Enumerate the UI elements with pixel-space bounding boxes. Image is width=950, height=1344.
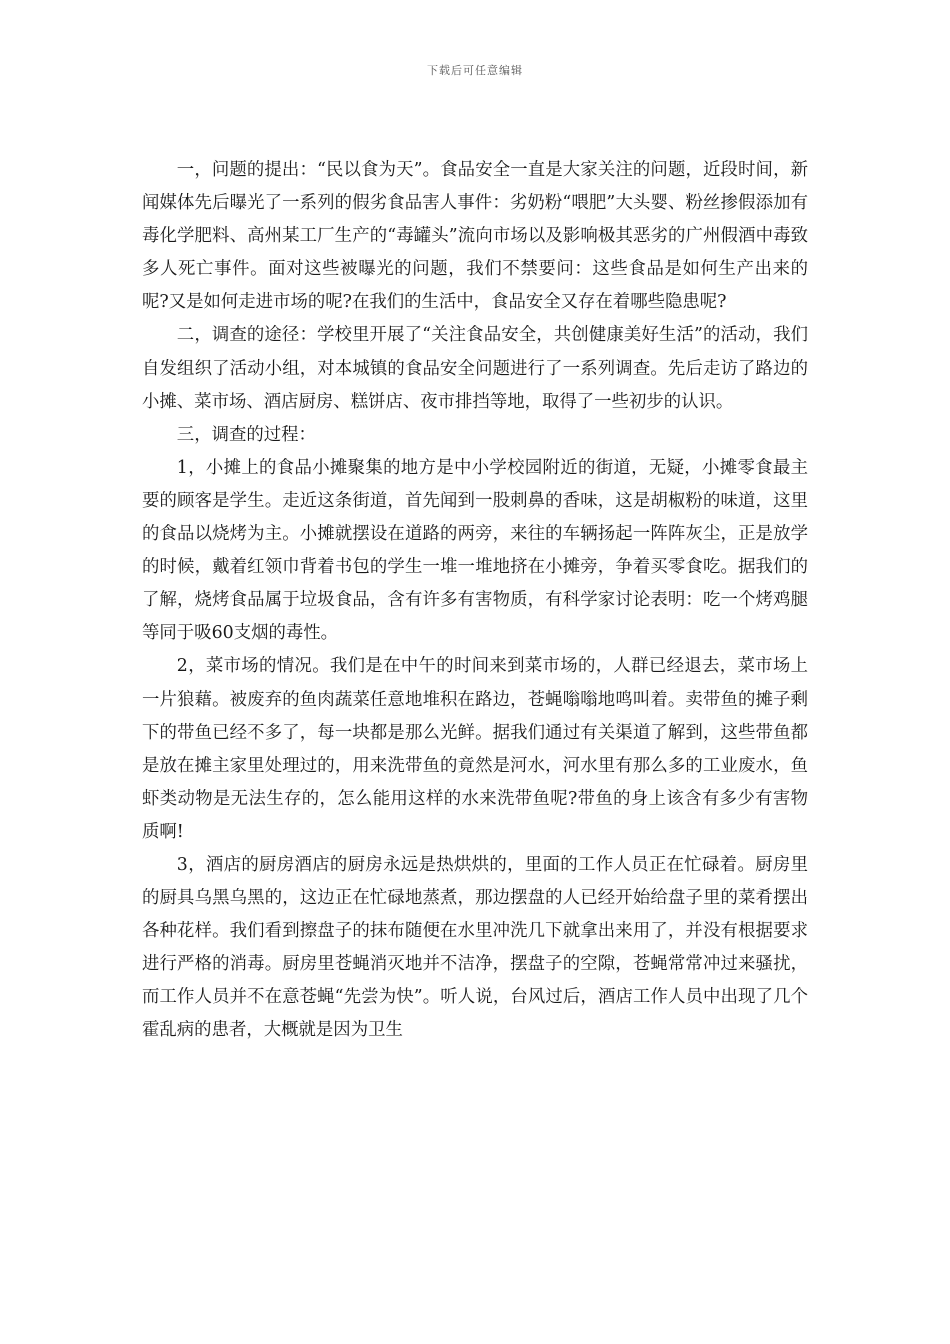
- page-header-note: 下载后可任意编辑: [427, 64, 523, 77]
- paragraph-street-stalls: 1，小摊上的食品小摊聚集的地方是中小学校园附近的街道，无疑，小摊零食最主要的顾客是学生。走近这条街道，首先闻到一股刺鼻的香味，这是胡椒粉的味道，这里的食品以烧烤为主。小摊就摆设在道路的两旁，来往的车辆扬起一阵阵灰尘，正是放学的时候，戴着红领巾背着书包的学生一堆一堆地挤在小摊旁，争着买零食吃。据我们的了解，烧烤食品属于垃圾食品，含有许多有害物质，有科学家讨论表明：吃一个烤鸡腿等同于吸60支烟的毒性。: [142, 457, 808, 644]
- paragraph-survey-process-heading: 三，调查的过程：: [176, 424, 316, 445]
- paragraph-problem-statement: 一，问题的提出：“民以食为天”。食品安全一直是大家关注的问题，近段时间，新闻媒体先后曝光了一系列的假劣食品害人事件：劣奶粉“喂肥”大头婴、粉丝掺假添加有毒化学肥料、高州某工厂生产的“毒罐头”流向市场以及影响极其恶劣的广州假酒中毒致多人死亡事件。面对这些被曝光的问题，我们不禁要问：这些食品是如何生产出来的呢?又是如何走进市场的呢?在我们的生活中，食品安全又存在着哪些隐患呢?: [142, 160, 808, 313]
- paragraph-hotel-kitchen: 3，酒店的厨房酒店的厨房永远是热烘烘的，里面的工作人员正在忙碌着。厨房里的厨具乌黑乌黑的，这边正在忙碌地蒸煮，那边摆盘的人已经开始给盘子里的菜肴摆出各种花样。我们看到擦盘子的抹布随便在水里冲洗几下就拿出来用了，并没有根据要求进行严格的消毒。厨房里苍蝇消灭地并不洁净，摆盘子的空隙，苍蝇常常冲过来骚扰，而工作人员并不在意苍蝇“先尝为快”。听人说，台风过后，酒店工作人员中出现了几个霍乱病的患者，大概就是因为卫生: [142, 854, 808, 1041]
- document-body: [142, 154, 808, 1048]
- paragraph-survey-approach: 二，调查的途径：学校里开展了“关注食品安全，共创健康美好生活”的活动，我们自发组织了活动小组，对本城镇的食品安全问题进行了一系列调查。先后走访了路边的小摊、菜市场、酒店厨房、糕饼店、夜市排挡等地，取得了一些初步的认识。: [142, 325, 808, 412]
- paragraph-vegetable-market: 2，菜市场的情况。我们是在中午的时间来到菜市场的，人群已经退去，菜市场上一片狼藉。被废弃的鱼肉蔬菜任意地堆积在路边，苍蝇嗡嗡地鸣叫着。卖带鱼的摊子剩下的带鱼已经不多了，每一块都是那么光鲜。据我们通过有关渠道了解到，这些带鱼都是放在摊主家里处理过的，用来洗带鱼的竟然是河水，河水里有那么多的工业废水，鱼虾类动物是无法生存的，怎么能用这样的水来洗带鱼呢?带鱼的身上该含有多少有害物质啊!: [142, 656, 808, 842]
